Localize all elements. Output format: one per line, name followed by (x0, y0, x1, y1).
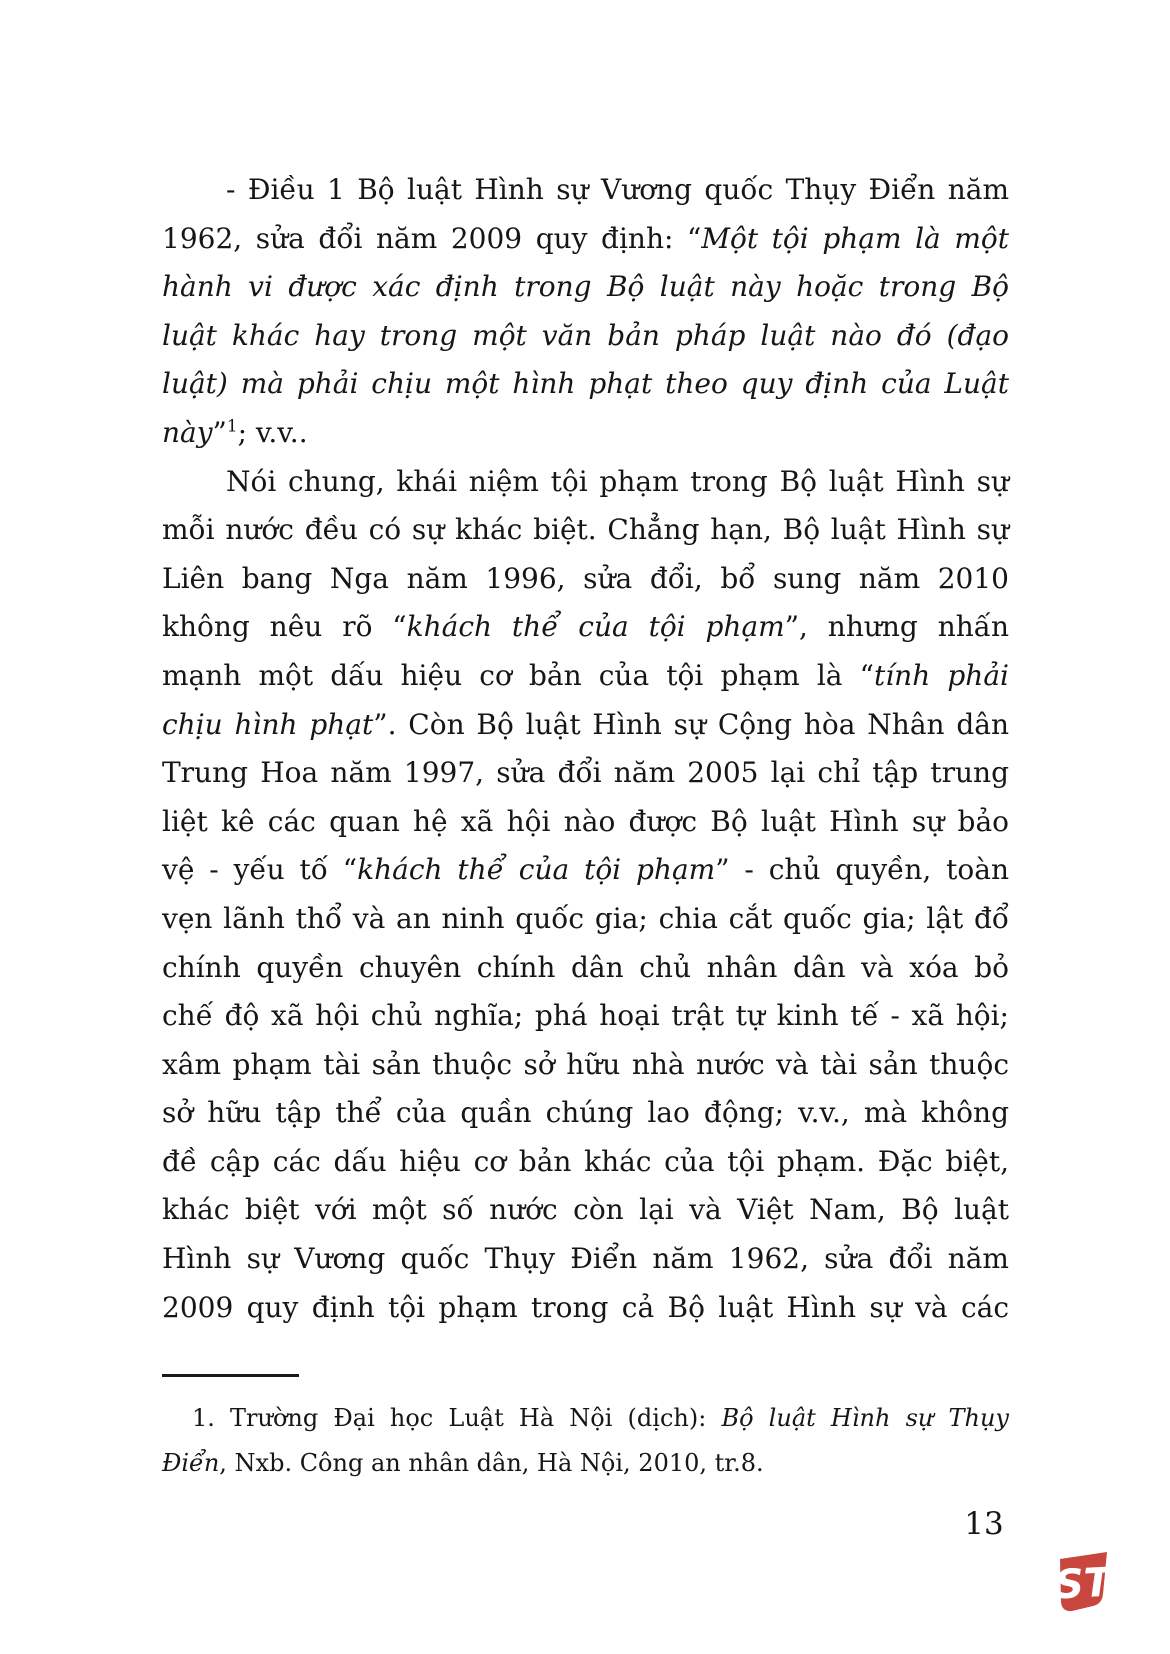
text-segment: liệt kê các quan hệ xã hội nào được Bộ luật Hình sự bảo (162, 804, 1009, 838)
text-segment: ” (212, 415, 227, 449)
italic-text-segment: luật) mà phải chịu một hình phạt theo quy định của Luật (162, 367, 1009, 401)
body-line (162, 1235, 1009, 1284)
text-segment: ”. Còn Bộ luật Hình sự Cộng hòa Nhân dân (373, 707, 1009, 741)
body-line (162, 312, 1009, 361)
text-segment: chế độ xã hội chủ nghĩa; phá hoại trật tự kinh tế - xã hội; (162, 999, 1009, 1033)
body-line (162, 1041, 1009, 1090)
text-segment: không nêu rõ “ (162, 610, 407, 644)
italic-text-segment: này (162, 415, 213, 449)
text-segment: ” - chủ quyền, toàn (715, 853, 1010, 887)
text-segment: sở hữu tập thể của quần chúng lao động; v.v., mà không (162, 1096, 1009, 1130)
body-line (162, 846, 1009, 895)
footnote-text (162, 1396, 1009, 1486)
text-segment: 1962, sửa đổi năm 2009 quy định: “ (162, 221, 702, 255)
body-line (162, 603, 1009, 652)
footnote-line (162, 1441, 1009, 1486)
italic-text-segment: tính phải (873, 658, 1009, 692)
text-segment: khác biệt với một số nước còn lại và Việt Nam, Bộ luật (162, 1193, 1009, 1227)
body-line (162, 652, 1009, 701)
italic-text-segment: khách thể của tội phạm (357, 853, 716, 887)
text-segment: vẹn lãnh thổ và an ninh quốc gia; chia cắt quốc gia; lật đổ (162, 901, 1009, 935)
body-line (162, 555, 1009, 604)
body-line (162, 1138, 1009, 1187)
text-segment: Trung Hoa năm 1997, sửa đổi năm 2005 lại chỉ tập trung (162, 756, 1009, 790)
text-segment: ; v.v.. (237, 415, 308, 449)
text-segment: Liên bang Nga năm 1996, sửa đổi, bổ sung năm 2010 (162, 561, 1009, 595)
body-line (162, 215, 1009, 264)
text-segment: mạnh một dấu hiệu cơ bản của tội phạm là “ (162, 658, 874, 692)
body-text (162, 166, 1009, 1332)
body-line (162, 458, 1009, 507)
text-segment: xâm phạm tài sản thuộc sở hữu nhà nước và tài sản thuộc (162, 1047, 1009, 1081)
body-line (162, 701, 1009, 750)
body-line (162, 798, 1009, 847)
text-segment: mỗi nước đều có sự khác biệt. Chẳng hạn, Bộ luật Hình sự (162, 513, 1009, 547)
text-segment: 2009 quy định tội phạm trong cả Bộ luật Hình sự và các (162, 1290, 1009, 1324)
footnote-line (162, 1396, 1009, 1441)
publisher-logo (1053, 1549, 1113, 1615)
text-segment: , Nxb. Công an nhân dân, Hà Nội, 2010, tr.8. (219, 1449, 764, 1477)
body-line (162, 895, 1009, 944)
page-number: 13 (964, 1506, 1004, 1542)
footnote-ref: 1 (226, 415, 238, 436)
body-line (162, 1089, 1009, 1138)
text-segment: - Điều 1 Bộ luật Hình sự Vương quốc Thụy Điển năm (226, 173, 1009, 206)
body-line (162, 749, 1009, 798)
body-line (162, 506, 1009, 555)
italic-text-segment: Một tội phạm là một (701, 221, 1009, 255)
italic-text-segment: hành vi được xác định trong Bộ luật này hoặc trong Bộ (162, 270, 1009, 304)
body-line (162, 263, 1009, 312)
body-line (162, 1284, 1009, 1333)
text-segment: vệ - yếu tố “ (162, 853, 358, 887)
body-line (162, 944, 1009, 993)
text-segment: 1. Trường Đại học Luật Hà Nội (dịch): (192, 1404, 722, 1432)
body-line (162, 409, 1009, 458)
text-segment: ”, nhưng nhấn (784, 610, 1009, 644)
body-line (162, 1186, 1009, 1235)
text-segment: Hình sự Vương quốc Thụy Điển năm 1962, sửa đổi năm (162, 1242, 1009, 1276)
body-line (162, 992, 1009, 1041)
italic-text-segment: chịu hình phạt (162, 707, 374, 741)
text-segment: chính quyền chuyên chính dân chủ nhân dân và xóa bỏ (162, 950, 1009, 984)
publisher-logo-letters: ST (1053, 1559, 1113, 1609)
footnote-separator (162, 1374, 299, 1377)
text-segment: Nói chung, khái niệm tội phạm trong Bộ luật Hình sự (226, 464, 1009, 498)
italic-text-segment: luật khác hay trong một văn bản pháp luật nào đó (đạo (162, 318, 1009, 352)
italic-text-segment: Bộ luật Hình sự Thụy (721, 1404, 1009, 1432)
body-line (162, 166, 1009, 215)
text-segment: đề cập các dấu hiệu cơ bản khác của tội phạm. Đặc biệt, (162, 1144, 1009, 1178)
body-line (162, 360, 1009, 409)
italic-text-segment: khách thể của tội phạm (406, 610, 785, 644)
italic-text-segment: Điển (162, 1449, 220, 1477)
